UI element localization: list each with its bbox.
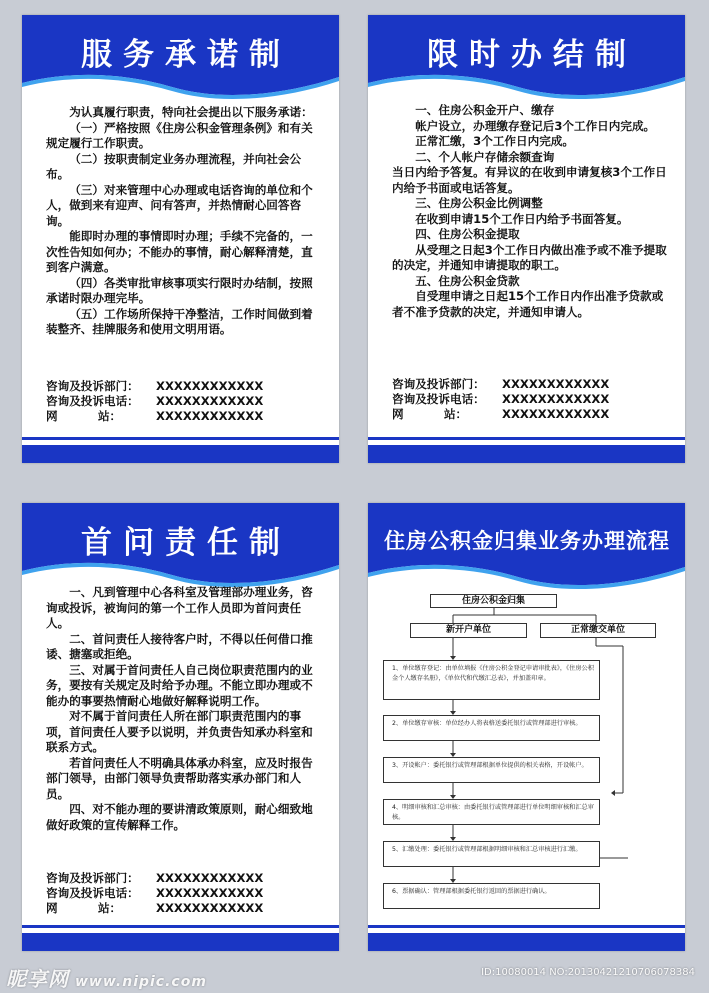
paragraph: 对不属于首问责任人所在部门职责范围内的事项，首问责任人要予以说明，并负责告知承办科室和联系方式。 (46, 709, 313, 754)
paragraph: 二、个人帐户存储余额查询 (415, 149, 555, 164)
board-header (22, 503, 339, 593)
paragraph: 正常汇缴，3个工作日内完成。 (415, 134, 574, 148)
paragraph: 若首问责任人不明确具体承办科室，应及时报告部门领导，由部门领导负责帮助落实承办部门和人员。 (46, 755, 313, 801)
paragraph: 三、对属于首问责任人自己岗位职责范围内的业务，要按有关规定及时给予办理。不能立即办理或不能办的事要热情耐心地做好解释说明工作。 (46, 662, 313, 708)
flowchart (368, 503, 685, 951)
paragraph: 在收到申请15个工作日内给予书面答复。 (415, 211, 629, 226)
web-label: 网 站： (46, 901, 122, 915)
paragraph: （一）严格按照《住房公积金管理条例》和有关规定履行工作职责。 (46, 120, 313, 150)
board-body (392, 103, 667, 320)
watermark-url: www.nipic.com (75, 974, 207, 990)
web-value: XXXXXXXXXXXX (156, 409, 264, 423)
contact-block (392, 377, 667, 422)
phone-label: 咨询及投诉电话： (46, 886, 139, 900)
flow-step: 6、票据确认：管理部根据委托银行返回的票据进行确认。 (383, 883, 600, 909)
paragraph: 一、凡到管理中心各科室及管理部办理业务，咨询或投诉，被询问的第一个工作人员即为首问责任人。 (46, 585, 313, 630)
flow-step: 2、单位缴存审核：单位经办人将表格送委托银行或管理部进行审核。 (383, 715, 600, 741)
paragraph: 二、首问责任人接待客户时，不得以任何借口推诿、搪塞或拒绝。 (46, 631, 313, 661)
board-header (22, 15, 339, 105)
flow-branch-new: 新开户单位 (410, 623, 527, 638)
watermark-brand-text: 昵享网 (6, 967, 69, 991)
flow-top-box: 住房公积金归集 (430, 594, 557, 608)
paragraph: 帐户设立，办理缴存登记后3个工作日内完成。 (415, 118, 656, 133)
flow-step: 4、明细审核和汇总审核：由委托银行或管理部进行单位明细审核和汇总审核。 (383, 799, 600, 825)
board-title: 首问责任制 (81, 525, 291, 561)
flow-step: 5、汇缴处理：委托银行或管理部根据明细审核和汇总审核进行汇缴。 (383, 841, 600, 867)
board-header (368, 15, 685, 105)
board-title: 服务承诺制 (81, 37, 291, 73)
dept-value: XXXXXXXXXXXX (156, 871, 264, 885)
dept-label: 咨询及投诉部门： (46, 871, 139, 885)
paragraph: 为认真履行职责，特向社会提出以下服务承诺： (69, 105, 313, 119)
phone-label: 咨询及投诉电话： (392, 392, 485, 406)
phone-value: XXXXXXXXXXXX (156, 394, 264, 408)
first-ask-board (22, 503, 339, 951)
contact-block (46, 871, 321, 916)
paragraph: 自受理申请之日起15个工作日内作出准予贷款或者不准予贷款的决定，并通知申请人。 (392, 289, 664, 319)
board-footer (368, 437, 685, 463)
service-commitment-board (22, 15, 339, 463)
board-footer (368, 925, 685, 951)
paragraph: 当日内给予答复。有异议的在收到申请复核3个工作日内给予书面或电话答复。 (392, 165, 667, 195)
time-limit-board (368, 15, 685, 463)
phone-value: XXXXXXXXXXXX (156, 886, 264, 900)
paragraph: 四、住房公积金提取 (415, 227, 520, 241)
watermark-id: ID:10080014 NO:20130421210706078384 (481, 967, 695, 978)
web-value: XXXXXXXXXXXX (502, 407, 610, 421)
paragraph: （三）对来管理中心办理或电话咨询的单位和个人，做到来有迎声、问有答声，并热情耐心回答咨询。 (46, 182, 313, 228)
board-body (46, 105, 321, 338)
web-label: 网 站： (392, 407, 468, 421)
contact-block (46, 379, 321, 424)
paragraph: 三、住房公积金比例调整 (415, 196, 543, 210)
board-title: 限时办结制 (427, 37, 637, 73)
dept-label: 咨询及投诉部门： (392, 377, 485, 391)
dept-value: XXXXXXXXXXXX (156, 379, 264, 393)
paragraph: 五、住房公积金贷款 (415, 273, 520, 288)
board-footer (22, 925, 339, 951)
phone-value: XXXXXXXXXXXX (502, 392, 610, 406)
dept-label: 咨询及投诉部门： (46, 379, 139, 393)
web-value: XXXXXXXXXXXX (156, 901, 264, 915)
board-title: 住房公积金归集业务办理流程 (384, 529, 670, 553)
paragraph: （二）按职责制定业务办理流程，并向社会公布。 (46, 151, 302, 181)
flowchart-board (368, 503, 685, 951)
web-label: 网 站： (46, 409, 122, 423)
flow-step: 1、单位缴存登记：由单位填报《住房公积金登记申请审批表》，《住房公积金个人缴存名册》，《单位代和代缴汇总表》，并加盖印章。 (383, 660, 600, 700)
paragraph: 从受理之日起3个工作日内做出准予或不准予提取的决定，并通知申请提取的职工。 (392, 242, 667, 272)
flow-step: 3、开设帐户：委托银行或管理部根据单位提供的相关表格，开设帐户。 (383, 757, 600, 783)
flow-branch-regular: 正常缴交单位 (540, 623, 656, 638)
paragraph: 一、住房公积金开户、缴存 (415, 103, 555, 117)
paragraph: 四、对不能办理的要讲清政策原则，耐心细致地做好政策的宣传解释工作。 (46, 802, 313, 832)
board-body (46, 585, 321, 833)
paragraph: （五）工作场所保持干净整洁，工作时间做到着装整齐、挂牌服务和使用文明用语。 (46, 306, 313, 336)
phone-label: 咨询及投诉电话： (46, 394, 139, 408)
paragraph: 能即时办理的事情即时办理；手续不完备的，一次性告知如何办；不能办的事情，耐心解释清楚，直到客户满意。 (46, 229, 313, 274)
board-footer (22, 437, 339, 463)
paragraph: （四）各类审批审核事项实行限时办结制，按照承诺时限办理完毕。 (46, 275, 313, 305)
dept-value: XXXXXXXXXXXX (502, 377, 610, 391)
watermark-brand (6, 963, 207, 992)
